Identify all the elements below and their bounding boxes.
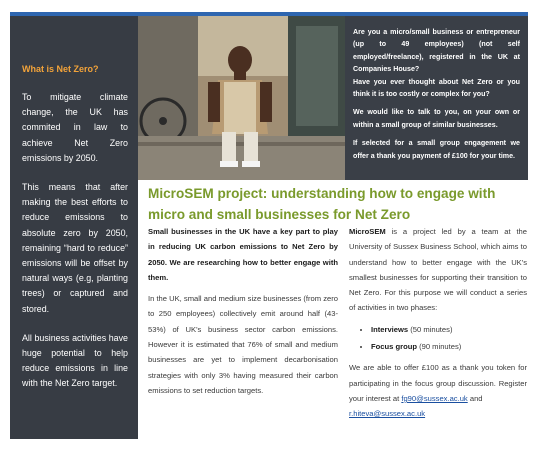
offer-text: We are able to offer £100 as a thank you token for participating in the focus group discussion. Register your interest at [349, 363, 527, 403]
activity-label: Interviews [371, 324, 409, 334]
email-link-fg90[interactable]: fg90@sussex.ac.uk [401, 393, 468, 403]
body-paragraph: In the UK, small and medium size businesses (from zero to 250 employees) collectively emit around half (43-53%) of UK's business sector carbon emissions. However it is estimated that 76% of small and medium businesses are yet to implement decarbonisation strategies with only 3% having measured their carbon emissions to set reduction targets. [148, 294, 338, 395]
project-description-text: is a project led by a team at the University of Sussex Business School, which aims to understand how to better engage with the UK's smallest businesses for supporting their transition to Net Zero. For this purpose we will conduct a series of activities in two phases: [349, 227, 527, 313]
business-owner-photo [138, 16, 345, 180]
project-name: MicroSEM [349, 227, 386, 236]
sidebar-paragraph: This means that after making the best efforts to reduce emissions to absolute zero by 2050, remaining “hard to reduce” emissions will be offset by natural ways (e.g, planting trees) or captured and stored. [22, 182, 128, 314]
list-item [371, 322, 527, 337]
project-description [349, 224, 527, 316]
cta-question-net-zero: Have you ever thought about Net Zero or you think it is too costly or complex for you? [353, 77, 520, 99]
offer-paragraph [349, 360, 527, 421]
net-zero-sidebar [10, 16, 138, 439]
activity-label: Focus group [371, 342, 417, 352]
sidebar-heading: What is Net Zero? [22, 64, 99, 74]
hero-photo [138, 16, 345, 180]
activity-duration: (50 minutes) [408, 324, 453, 334]
activity-duration: (90 minutes) [416, 342, 462, 352]
email-link-hiteva[interactable]: r.hiteva@sussex.ac.uk [349, 409, 426, 419]
cta-payment: If selected for a small group engagement we offer a thank you payment of £100 for your time. [353, 139, 520, 160]
lead-paragraph: Small businesses in the UK have a key part to play in reducing UK carbon emissions to Net Zero by 2050. We are researching how to better engage with them. [148, 227, 338, 282]
list-item [371, 339, 527, 354]
cta-invitation: We would like to talk to you, on your own or within a small group of similar businesses. [353, 108, 520, 129]
activity-list [349, 322, 527, 355]
left-column [148, 224, 338, 404]
sidebar-paragraph: All business activities have huge potential to help reduce emissions in line with the Net Zero target. [22, 332, 128, 389]
offer-and: and [467, 393, 483, 403]
right-column [349, 224, 527, 428]
sidebar-paragraph: To mitigate climate change, the UK has commited in law to achieve Net Zero emissions by 2050. [22, 92, 128, 163]
cta-question-eligibility: Are you a micro/small business or entrepreneur (up to 49 employees) (not self employed/freelance), registered in the UK at Companies House? [353, 28, 520, 74]
page-title: MicroSEM project: understanding how to engage with micro and small businesses for Net Zero [148, 186, 496, 222]
call-to-action-box [345, 16, 528, 180]
